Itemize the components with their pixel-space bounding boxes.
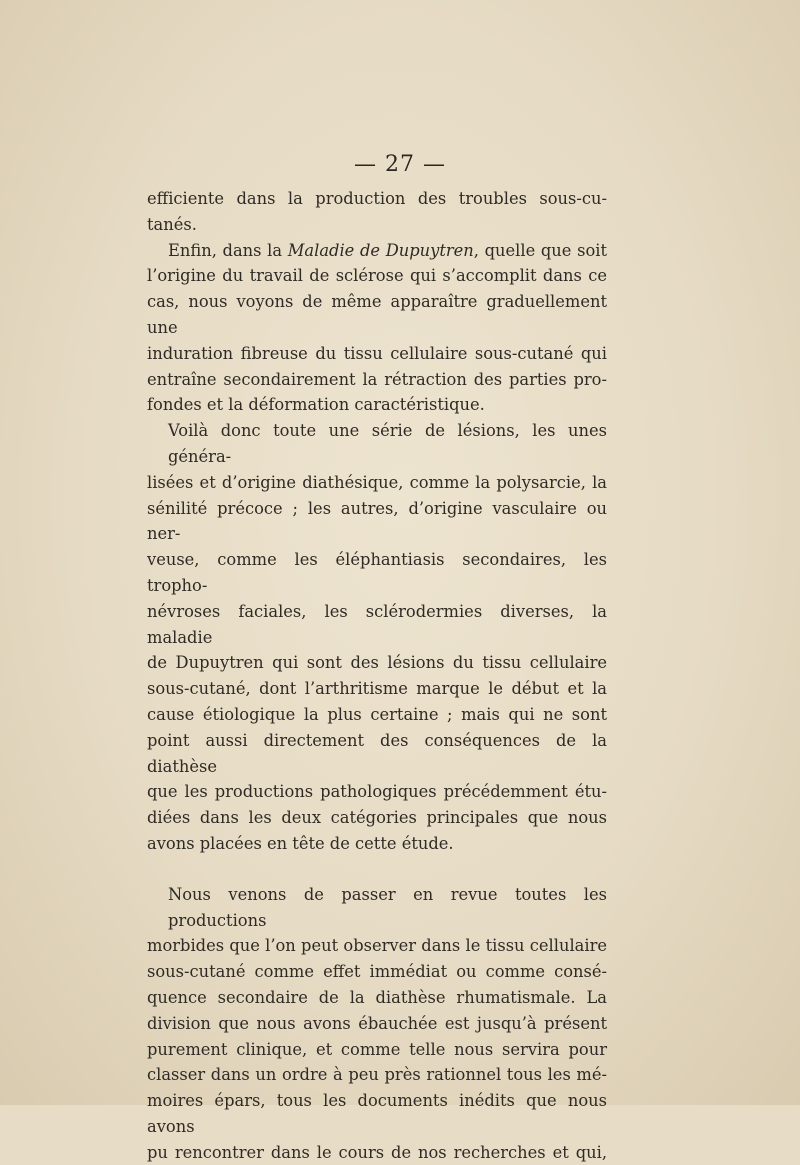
text-run: , quelle que soit (473, 240, 607, 260)
text-line: morbides que l’on peut observer dans le tissu cellulaire (147, 936, 607, 956)
text-line: quence secondaire de la diathèse rhumatismale. La (147, 987, 607, 1007)
text-line: sénilité précoce ; les autres, d’origine vasculaire ou ner- (147, 498, 607, 544)
text-line: Nous venons de passer en revue toutes les productions (168, 884, 607, 930)
text-line: de Dupuytren qui sont des lésions du tissu cellulaire (147, 653, 607, 673)
text-line: efficiente dans la production des troubles sous-cu- (147, 189, 607, 208)
text-line: veuse, comme les éléphantiasis secondaires, les tropho- (147, 550, 607, 595)
text-line: cas, nous voyons de même apparaître graduellement une (147, 292, 607, 337)
text-line: moires épars, tous les documents inédits que nous avons (147, 1091, 607, 1136)
text-line: névroses faciales, les sclérodermies diverses, la maladie (147, 601, 607, 647)
text-run: Enfin, dans la (168, 240, 288, 260)
text-line: diées dans les deux catégories principales que nous (147, 808, 607, 828)
text-line: sous-cutané, dont l’arthritisme marque le début et la (147, 679, 607, 699)
text-line: Voilà donc toute une série de lésions, les unes généra- (168, 421, 607, 466)
text-line (147, 238, 607, 264)
text-line: classer dans un ordre à peu près rationnel tous les mé- (147, 1065, 607, 1085)
text-line: tanés. (147, 214, 197, 234)
text-line: induration fibreuse du tissu cellulaire sous-cutané qui (147, 343, 607, 363)
paragraph-4 (147, 882, 607, 1165)
text-line: sous-cutané comme effet immédiat ou comme consé- (147, 962, 607, 982)
text-line: entraîne secondairement la rétraction des parties pro- (147, 369, 607, 389)
italic-title: Maladie de Dupuytren (287, 240, 474, 260)
text-line: pu rencontrer dans le cours de nos recherches et qui, (147, 1142, 607, 1162)
paragraph-2 (147, 238, 607, 419)
text-line: cause étiologique la plus certaine ; mais qui ne sont (147, 704, 607, 724)
text-line: division que nous avons ébauchée est jusqu’à présent (147, 1013, 607, 1033)
body-text (147, 186, 607, 1165)
text-line: fondes et la déformation caractéristique. (147, 395, 485, 415)
paragraph-3 (147, 418, 607, 857)
text-line: l’origine du travail de sclérose qui s’accomplit dans ce (147, 266, 607, 286)
paragraph-1 (147, 186, 607, 238)
text-line: que les productions pathologiques précédemment étu- (147, 782, 607, 802)
text-line: lisées et d’origine diathésique, comme la polysarcie, la (147, 472, 607, 492)
text-line: purement clinique, et comme telle nous servira pour (147, 1039, 607, 1059)
text-line: avons placées en tête de cette étude. (147, 833, 454, 853)
text-line: point aussi directement des conséquences de la diathèse (147, 730, 607, 776)
page-number: — 27 — (354, 152, 446, 177)
